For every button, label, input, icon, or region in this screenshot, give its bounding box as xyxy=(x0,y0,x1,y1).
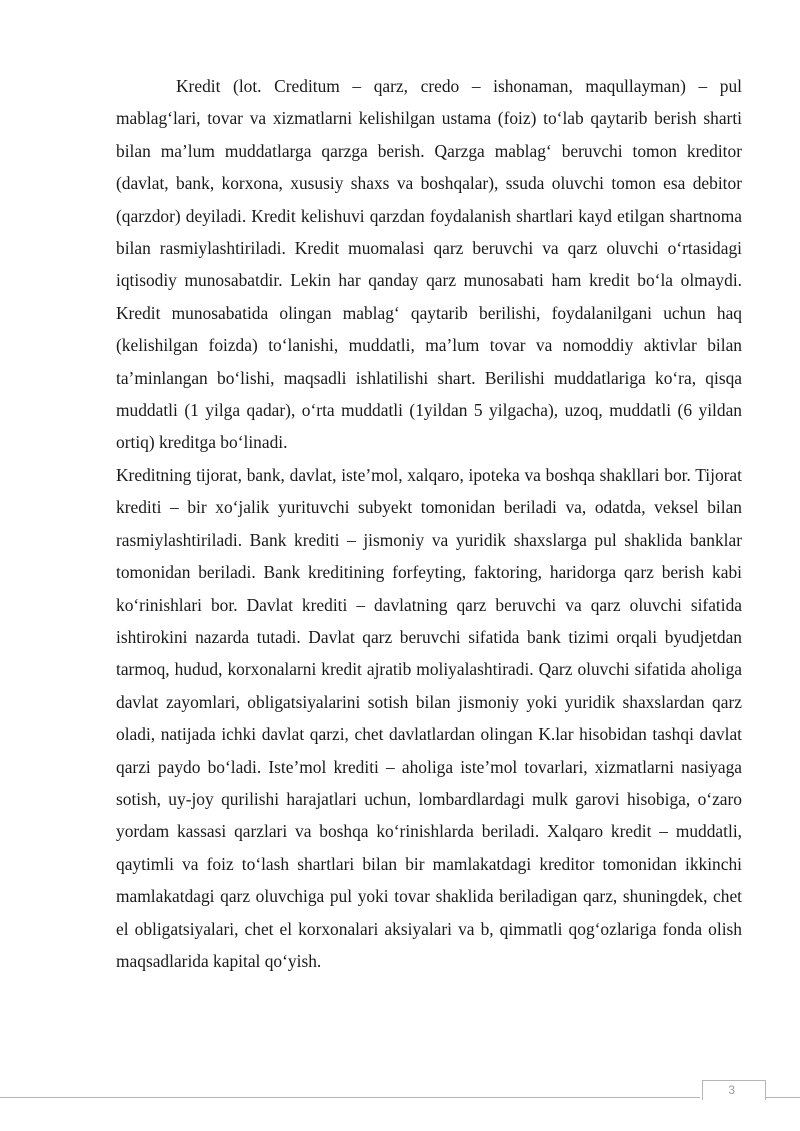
document-body xyxy=(116,70,742,977)
paragraph-credit-forms: Kreditning tijorat, bank, davlat, iste’mol, xalqaro, ipoteka va boshqa shakllari bor. Tijorat krediti – bir xo‘jalik yurituvchi subyekt tomonidan beriladi va, odatda, veksel bilan rasmiylashtiriladi. Bank krediti – jismoniy va yuridik shaxslarga pul shaklida banklar tomonidan beriladi. Bank kreditining forfeyting, faktoring, haridorga qarz berish kabi ko‘rinishlari bor. Davlat krediti – davlatning qarz beruvchi va qarz oluvchi sifatida ishtirokini nazarda tutadi. Davlat qarz beruvchi sifatida bank tizimi orqali byudjetdan tarmoq, hudud, korxonalarni kredit ajratib moliyalashtiradi. Qarz oluvchi sifatida aholiga davlat zayomlari, obligatsiyalarini sotish bilan jismoniy yoki yuridik shaxslardan qarz oladi, natijada ichki davlat qarzi, chet davlatlardan olingan K.lar hisobidan tashqi davlat qarzi paydo bo‘ladi. Iste’mol krediti – aholiga iste’mol tovarlari, xizmatlarni nasiyaga sotish, uy-joy qurilishi harajatlari uchun, lombardlardagi mulk garovi hisobiga, o‘zaro yordam kassasi qarzlari va boshqa ko‘rinishlarda beriladi. Xalqaro kredit – muddatli, qaytimli va foiz to‘lash shartlari bilan bir mamlakatdagi kreditor tomonidan ikkinchi mamlakatdagi qarz oluvchiga pul yoki tovar shaklida beriladigan qarz, shuningdek, chet el obligatsiyalari, chet el korxonalari aksiyalari va b, qimmatli qog‘ozlariga fonda olish maqsadlarida kapital qo‘yish. xyxy=(116,464,742,971)
paragraph-credit-definition: Kredit (lot. Creditum – qarz, credo – ishonaman, maqullayman) – pul mablag‘lari, tovar va xizmatlarni kelishilgan ustama (foiz) to‘lab qaytarib berish sharti bilan ma’lum muddatlarga qarzga berish. Qarzga mablag‘ beruvchi tomon kreditor (davlat, bank, korxona, xususiy shaxs va boshqalar), ssuda oluvchi tomon esa debitor (qarzdor) deyiladi. Kredit kelishuvi qarzdan foydalanish shartlari kayd etilgan shartnoma bilan rasmiylashtiriladi. Kredit muomalasi qarz beruvchi va qarz oluvchi o‘rtasidagi iqtisodiy munosabatdir. Lekin har qanday qarz munosabati ham kredit bo‘la olmaydi. Kredit munosabatida olingan mablag‘ qaytarib berilishi, foydalanilgani uchun haq (kelishilgan foizda) to‘lanishi, muddatli, ma’lum tovar va nomoddiy aktivlar bilan ta’minlangan bo‘lishi, maqsadli ishlatilishi shart. Berilishi muddatlariga ko‘ra, qisqa muddatli (1 yilga qadar), o‘rta muddatli (1yildan 5 yilgacha), uzoq, muddatli (6 yildan ortiq) kreditga bo‘linadi. xyxy=(116,76,742,453)
footer-divider xyxy=(0,1097,700,1098)
page-number-tab xyxy=(702,1080,766,1100)
footer-divider-right xyxy=(766,1097,800,1098)
page-number: 3 xyxy=(728,1083,735,1097)
